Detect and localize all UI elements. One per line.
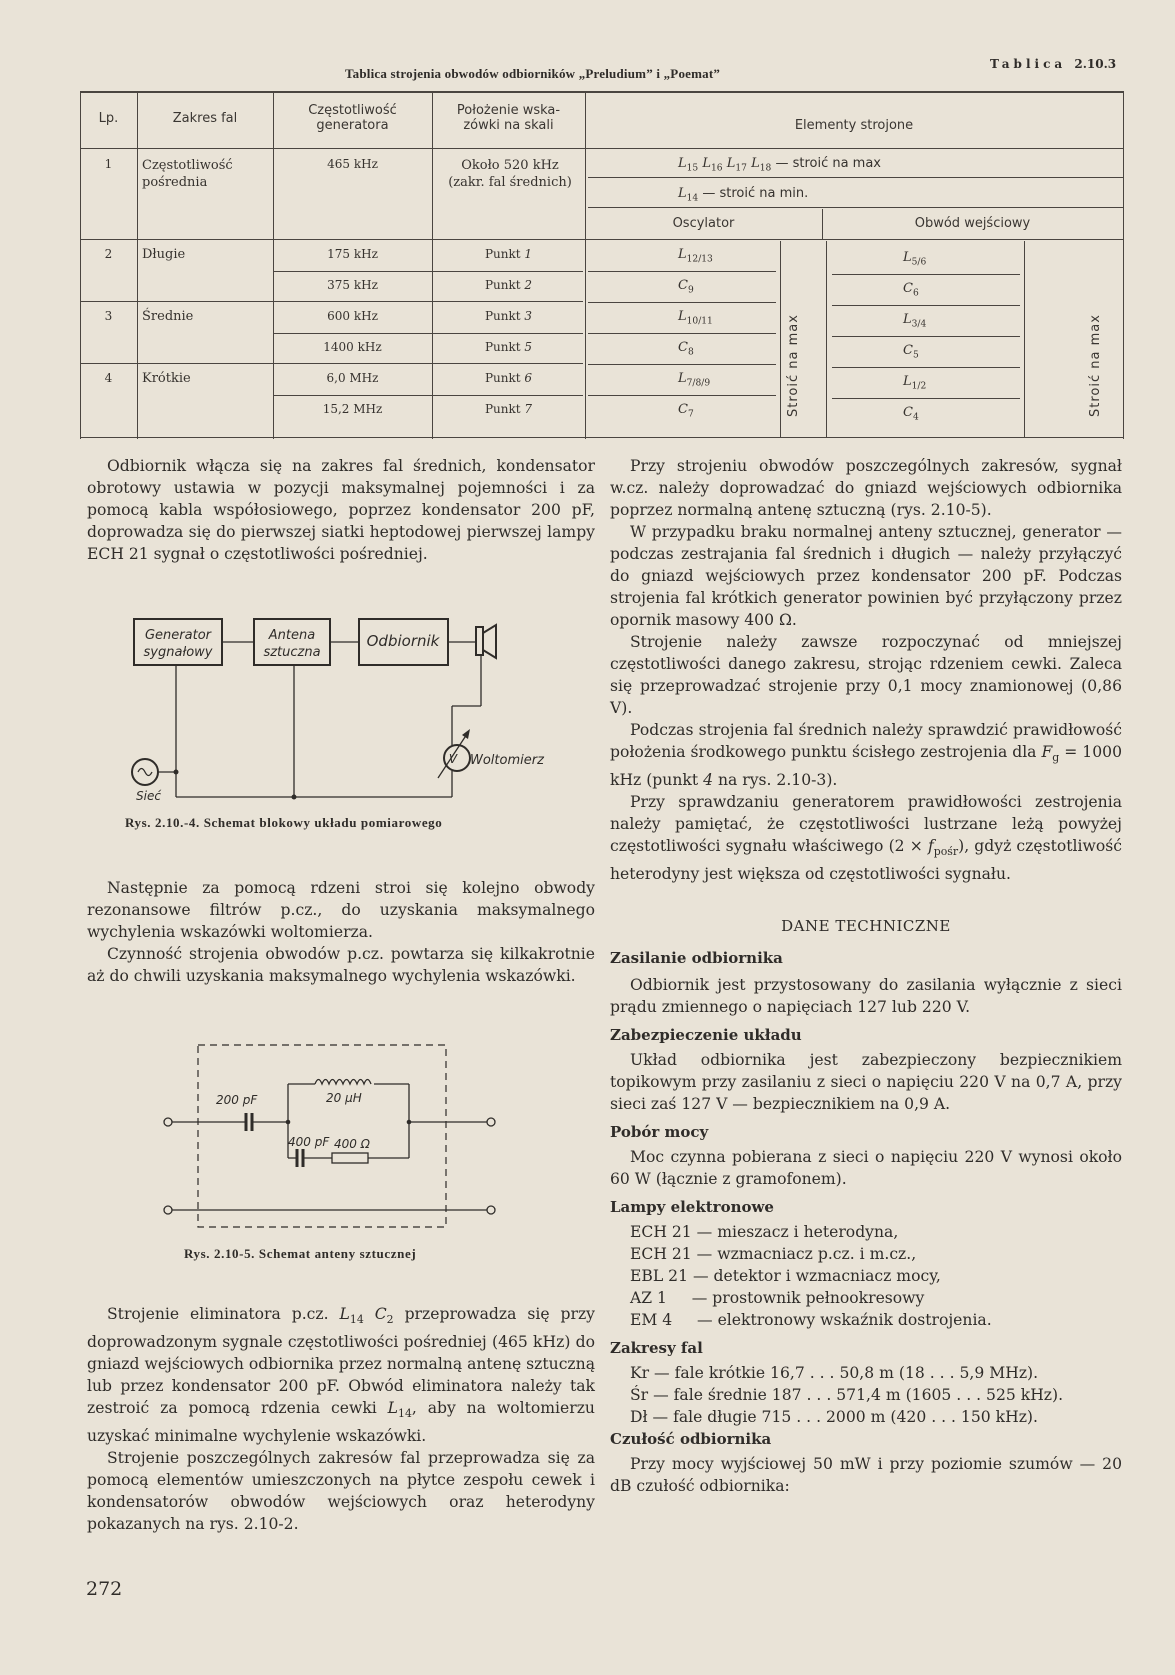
element-sub: 5/6 [911, 257, 927, 268]
inductor-symbol: L [726, 156, 736, 171]
range-item: Kr — fale krótkie 16,7 . . . 50,8 m (18 . . . 5,9 MHz). [630, 1364, 1039, 1383]
element-sub: 8 [687, 347, 694, 358]
elements-min-label: — stroić na min. [702, 186, 809, 201]
label-generator-1: Generator [144, 628, 212, 643]
generator-frequency [273, 340, 432, 354]
inductor-sub: 14 [686, 193, 699, 204]
header-line: Położenie wska- [456, 103, 561, 118]
pointer-number: 1 [524, 247, 533, 261]
text-run: Podczas strojenia fal średnich należy sprawdzić prawidłowość położenia środkowego punktu ścisłego zestrojenia dla [610, 721, 1122, 761]
paragraph-fg [610, 719, 1122, 791]
paragraph: Odbiornik jest przystosowany do zasilania wyłącznie z sieci prądu zmiennego o napięciach 127 lub 220 V. [610, 976, 1122, 1017]
element-symbol: C [678, 340, 688, 355]
element-sub: 9 [687, 285, 694, 296]
oscillator-element [678, 371, 710, 389]
paragraph: Czynność strojenia obwodów p.cz. powtarza się kilkakrotnie aż do chwili uzyskania maksymalnego wychylenia wskazówki. [87, 945, 595, 985]
terminal-icon [487, 1118, 495, 1126]
text-run: = 1000 kHz (punkt [610, 743, 1122, 790]
inductor-symbol: L [678, 186, 687, 201]
element-sub: 12/13 [686, 254, 713, 265]
heading-sensitivity: Czułość odbiornika [610, 1430, 772, 1449]
pointer-label: Punkt [484, 340, 521, 354]
generator-frequency [273, 402, 432, 416]
table-rule [832, 398, 1020, 399]
symbol: L [387, 1399, 399, 1418]
text-run: Strojenie eliminatora p.cz. [107, 1305, 329, 1323]
input-circuit-element [903, 312, 926, 330]
table-rule [588, 333, 776, 334]
page-number: 272 [86, 1578, 123, 1600]
col-header-pointer [432, 103, 585, 133]
element-symbol: C [678, 402, 688, 417]
oscillator-element [678, 402, 694, 420]
pointer-number: 2 [524, 278, 533, 292]
freq-value: 15,2 MHz [322, 402, 383, 416]
range-item: Dł — fale długie 715 . . . 2000 m (420 . . . 150 kHz). [630, 1408, 1038, 1427]
paragraph: Układ odbiornika jest zabezpieczony bezpiecznikiem topikowym przy zasilaniu z sieci o napięciu 220 V na 0,7 A, przy sieci zaś 127 V — bezpiecznikiem na 0,9 A. [610, 1051, 1122, 1114]
label-antenna-2: sztuczna [263, 645, 321, 660]
element-symbol: C [903, 281, 913, 296]
element-symbol: L [903, 374, 912, 389]
inductor-symbol: L [702, 156, 711, 171]
pointer-number: 7 [524, 402, 533, 416]
right-column [610, 455, 1122, 1497]
tube-item: ECH 21 — wzmacniacz p.cz. i m.cz., [630, 1245, 917, 1264]
col-header-lp: Lp. [98, 111, 119, 126]
freq-value: 375 kHz [327, 278, 378, 292]
heading-power: Zasilanie odbiornika [610, 949, 783, 968]
terminal-icon [487, 1206, 495, 1214]
table-rule [832, 367, 1020, 368]
label-mains: Sieć [136, 789, 161, 803]
inductor-sub: 16 [711, 163, 723, 174]
pointer-position [432, 371, 585, 385]
row-range: Długie [142, 247, 186, 262]
elements-max [678, 156, 881, 174]
row-lp: 2 [104, 247, 113, 261]
symbol: C [374, 1305, 387, 1323]
text-run: ), gdyż częstotliwość heterodyny jest większa od częstotliwości sygnału. [610, 837, 1122, 884]
pointer-label: Punkt [484, 247, 521, 261]
element-symbol: L [678, 309, 687, 324]
pointer-line: Około 520 kHz [461, 158, 559, 173]
arrow-icon [462, 729, 470, 739]
table-rule [832, 274, 1020, 275]
table-rule [832, 336, 1020, 337]
table-vrule [1024, 241, 1025, 437]
element-symbol: L [903, 250, 912, 265]
elements-min [678, 186, 808, 204]
inductor-symbol: L [751, 156, 760, 171]
col-header-elements: Elementy strojone [794, 118, 914, 133]
symbol: F [1041, 743, 1053, 761]
table-vrule [137, 91, 138, 439]
label-l1: 20 µH [326, 1091, 362, 1105]
input-circuit-element [903, 374, 926, 392]
freq-value: 6,0 MHz [326, 371, 379, 385]
header-line: Częstotliwość [308, 103, 397, 118]
tune-max-input: Stroić na max [1088, 314, 1103, 417]
pointer-number: 3 [524, 309, 533, 323]
freq-value: 175 kHz [327, 247, 378, 261]
row-lp: 4 [104, 371, 113, 385]
row-range: Średnie [142, 309, 194, 324]
element-sub: 10/11 [686, 316, 713, 327]
table-rule [588, 207, 1123, 208]
input-circuit-element [903, 281, 919, 299]
label-receiver: Odbiornik [366, 632, 440, 650]
table-rule [588, 271, 776, 272]
range-line: Częstotliwość [142, 158, 233, 173]
symbol: L [339, 1305, 350, 1323]
text-run: , aby na woltomierzu uzyskać minimalne wychylenie wskazówki. [87, 1399, 595, 1446]
heading-fuse: Zabezpieczenie układu [610, 1026, 802, 1045]
element-symbol: L [678, 247, 687, 262]
paragraph: W przypadku braku normalnej anteny sztucznej, generator — podczas zestrajania fal średnich i długich — należy przyłączyć do gniazd wejściowych przez kondensator 200 pF. Podczas strojenia fal krótkich generator powinien być przyłączony przez opornik masowy 400 Ω. [610, 523, 1122, 629]
left-paragraphs-3 [87, 1303, 595, 1535]
element-sub: 4 [912, 412, 919, 423]
table-vrule [1123, 91, 1124, 439]
table-rule [588, 364, 776, 365]
row-pointer [432, 157, 588, 191]
paragraph: Następnie za pomocą rdzeni stroi się kolejno obwody rezonansowe filtrów p.cz., do uzyskania maksymalnego wychylenia wskazówki woltomierza. [87, 879, 595, 941]
range-line: pośrednia [142, 175, 208, 190]
subscript: 14 [349, 1313, 364, 1327]
table-rule [273, 271, 583, 272]
text-run: na rys. 2.10-3). [717, 771, 838, 790]
table-number-value: 2.10.3 [1074, 57, 1117, 71]
table-rule [80, 301, 583, 302]
row-lp: 1 [104, 157, 113, 171]
col-header-gen-freq [273, 103, 432, 133]
heading-tubes: Lampy elektronowe [610, 1198, 774, 1217]
table-rule [80, 239, 1123, 240]
tube-item: EBL 21 — detektor i wzmacniacz mocy, [630, 1267, 941, 1286]
table-rule-bottom [80, 437, 1123, 438]
row-lp: 3 [104, 309, 113, 323]
terminal-icon [164, 1206, 172, 1214]
table-vrule [273, 91, 274, 439]
label-voltmeter-symbol: V [448, 752, 458, 766]
inductor-sub: 17 [735, 163, 747, 174]
table-vrule [826, 241, 827, 437]
subscript: g [1052, 751, 1060, 765]
pointer-position [432, 340, 585, 354]
table-rule [832, 305, 1020, 306]
paragraph: Strojenie poszczególnych zakresów fal przeprowadza się za pomocą elementów umieszczonych na płytce zespołu cewek i kondensatorów obwodów wejściowych oraz heterodyny pokazanych na rys. 2.10-2. [87, 1449, 595, 1534]
input-circuit-element [903, 405, 919, 423]
range-item: Śr — fale średnie 187 . . . 571,4 m (1605 . . . 525 kHz). [630, 1386, 1064, 1405]
pointer-label: Punkt [484, 402, 521, 416]
heading-ranges: Zakresy fal [610, 1339, 703, 1358]
row-range: Krótkie [142, 371, 191, 386]
elements-max-label: — stroić na max [775, 156, 882, 171]
symbol: 4 [703, 771, 713, 790]
inductor-symbol: L [678, 156, 687, 171]
figure-5-caption: Rys. 2.10-5. Schemat anteny sztucznej [184, 1246, 417, 1261]
pointer-number: 6 [524, 371, 533, 385]
text-run: przeprowadza się przy doprowadzonym sygnale częstotliwości pośredniej (465 kHz) do gniazd wejściowych odbiornika przez normalną antenę sztuczną lub przez kondensator 200 pF. Obwód eliminatora należy tak zestroić za pomocą rdzenia cewki [87, 1305, 595, 1418]
element-sub: 5 [912, 350, 919, 361]
inductor-sub: 18 [759, 163, 772, 174]
table-vrule [780, 241, 781, 437]
tube-item: EM 4 — elektronowy wskaźnik dostrojenia. [630, 1311, 992, 1330]
col-header-range: Zakres fal [172, 111, 238, 126]
table-rule [588, 177, 1123, 178]
text-run: Przy sprawdzaniu generatorem prawidłowości zestrojenia należy pamiętać, że częstotliwości lustrzane leżą powyżej częstotliwości sygnału właściwego (2 × [610, 793, 1122, 856]
paragraph-mirror [610, 791, 1122, 885]
paragraph: Strojenie należy zawsze rozpoczynać od mniejszej częstotliwości danego zakresu, strojąc rdzeniem cewki. Zaleca się przeprowadzać strojenie przy 0,1 mocy znamionowej (0,86 V). [610, 633, 1122, 717]
label-generator-2: sygnałowy [143, 645, 213, 660]
table-rule-top [80, 91, 1123, 93]
oscillator-element [678, 309, 713, 327]
element-sub: 6 [912, 288, 919, 299]
element-sub: 7 [687, 409, 694, 420]
freq-value: 1400 kHz [323, 340, 382, 354]
table-rule [588, 302, 776, 303]
table-caption: Tablica strojenia obwodów odbiorników „Preludium” i „Poemat” [345, 66, 721, 81]
paragraph-eliminator [87, 1303, 595, 1447]
speaker-icon [476, 627, 483, 655]
table-vrule [432, 91, 433, 439]
element-symbol: C [678, 278, 688, 293]
left-paragraph-1 [87, 455, 595, 565]
oscillator-element [678, 247, 713, 265]
label-voltmeter: Woltomierz [470, 753, 544, 768]
inductor-sub: 15 [686, 163, 699, 174]
element-sub: 3/4 [911, 319, 927, 330]
pointer-line: (zakr. fal średnich) [448, 175, 572, 190]
pointer-position [432, 402, 585, 416]
paragraph: Przy mocy wyjściowej 50 mW i przy poziomie szumów — 20 dB czułość odbiornika: [610, 1455, 1122, 1496]
element-symbol: L [678, 371, 687, 386]
label-antenna-1: Antena [268, 628, 316, 643]
generator-frequency [273, 309, 432, 323]
subscript: 14 [398, 1407, 412, 1421]
terminal-icon [164, 1118, 172, 1126]
pointer-position [432, 247, 585, 261]
subscript: pośr [933, 845, 959, 859]
label-r1: 400 Ω [334, 1137, 370, 1151]
pointer-label: Punkt [484, 371, 521, 385]
tube-item: ECH 21 — mieszacz i heterodyna, [630, 1223, 899, 1242]
generator-frequency [273, 278, 432, 292]
header-line: generatora [316, 118, 389, 133]
oscillator-element [678, 278, 694, 296]
paragraph: Moc czynna pobierana z sieci o napięciu 220 V wynosi około 60 W (łącznie z gramofonem). [610, 1148, 1122, 1189]
symbol: f [927, 837, 934, 856]
pointer-label: Punkt [484, 309, 521, 323]
element-sub: 1/2 [911, 381, 927, 392]
row-range [142, 157, 272, 191]
resistor-icon [332, 1153, 368, 1163]
table-vrule [585, 91, 586, 439]
table-rule [80, 363, 583, 364]
oscillator-element [678, 340, 694, 358]
table-rule-header [80, 148, 1123, 149]
tuning-table [80, 91, 1123, 439]
tube-item: AZ 1 — prostownik pełnookresowy [630, 1289, 925, 1308]
left-paragraphs-2 [87, 877, 595, 987]
tune-max-oscillator: Stroić na max [786, 314, 801, 417]
header-line: zówki na skali [463, 118, 554, 133]
table-rule [588, 395, 776, 396]
pointer-position [432, 278, 585, 292]
paragraph: Przy strojeniu obwodów poszczególnych zakresów, sygnał w.cz. należy doprowadzać do gniazd wejściowych odbiornika poprzez normalną antenę sztuczną (rys. 2.10-5). [610, 457, 1122, 519]
subheader-input-circuit: Obwód wejściowy [914, 216, 1031, 231]
figure-4-caption: Rys. 2.10.-4. Schemat blokowy układu pomiarowego [125, 815, 443, 830]
speaker-cone [483, 625, 496, 658]
pointer-number: 5 [524, 340, 533, 354]
element-symbol: C [903, 343, 913, 358]
freq-value: 600 kHz [327, 309, 378, 323]
table-rule [273, 395, 583, 396]
heading-consumption: Pobór mocy [610, 1123, 709, 1142]
row-freq: 465 kHz [327, 157, 378, 171]
table-number [990, 57, 1116, 71]
label-c1: 200 pF [216, 1093, 258, 1107]
element-sub: 7/8/9 [686, 378, 711, 389]
generator-frequency [273, 371, 432, 385]
subheader-oscillator: Oscylator [672, 216, 735, 231]
label-c2: 400 pF [288, 1135, 330, 1149]
element-symbol: C [903, 405, 913, 420]
figure-artificial-antenna [160, 1035, 500, 1240]
table-rule [273, 333, 583, 334]
figure-block-diagram [110, 600, 550, 815]
input-circuit-element [903, 250, 926, 268]
element-symbol: L [903, 312, 912, 327]
table-vrule [80, 91, 81, 439]
pointer-position [432, 309, 585, 323]
inductor-icon [315, 1080, 371, 1085]
subscript: 2 [386, 1313, 394, 1327]
paragraph: Odbiornik włącza się na zakres fal średnich, kondensator obrotowy ustawia w pozycji maksymalnej pojemności i za pomocą kabla współosiowego, poprzez kondensator 200 pF, doprowadza się do pierwszej siatki heptodowej pierwszej lampy ECH 21 sygnał o częstotliwości pośredniej. [87, 457, 595, 563]
pointer-label: Punkt [484, 278, 521, 292]
input-circuit-element [903, 343, 919, 361]
table-number-label: Tablica [990, 57, 1067, 71]
section-title: DANE TECHNICZNE [781, 917, 951, 936]
generator-frequency [273, 247, 432, 261]
